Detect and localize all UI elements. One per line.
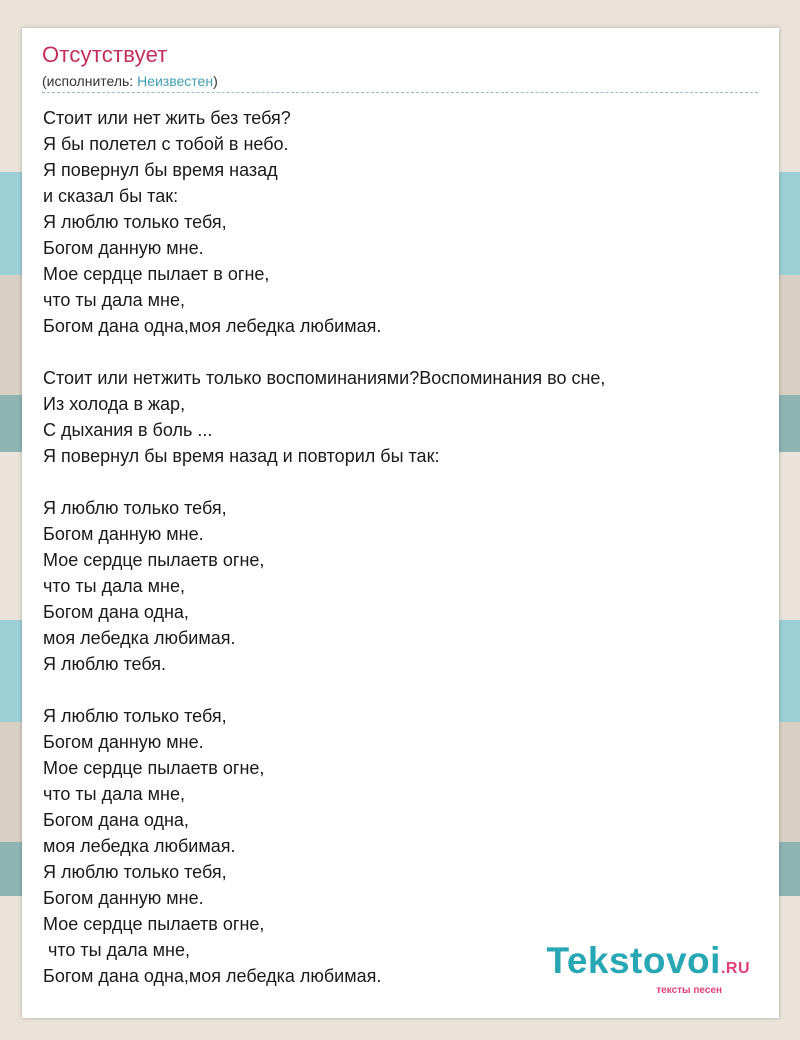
lyrics-text: Стоит или нет жить без тебя? Я бы полетел с тобой в небо. Я повернул бы время назад и сказал бы так: Я люблю только тебя, Богом данную мне. Мое сердце пылает в огне, что ты дала мне, Богом дана одна,моя лебедка любимая. Стоит или нетжить только воспоминаниями?Воспоминания во сне, Из холода в жар, С дыхания в боль ... Я повернул бы время назад и повторил бы так: Я люблю только тебя, Богом данную мне. Мое сердце пылаетв огне, что ты дала мне, Богом дана одна, моя лебедка любимая. Я люблю тебя. Я люблю только тебя, Богом данную мне. Мое сердце пылаетв огне, что ты дала мне, Богом дана одна, моя лебедка любимая. Я люблю только тебя, Богом данную мне. Мое сердце пылаетв огне, что ты дала мне, Богом дана одна,моя лебедка любимая.	[43, 108, 606, 986]
lyrics-card	[22, 28, 779, 1018]
title-divider	[42, 92, 758, 93]
logo-brand: Tekstovoi	[546, 940, 721, 981]
artist-prefix: (исполнитель:	[42, 73, 138, 89]
logo-tld: .RU	[720, 960, 750, 977]
song-title: Отсутствует	[42, 42, 168, 67]
artist-line	[42, 73, 218, 89]
artist-suffix: )	[213, 73, 218, 89]
site-logo[interactable]	[546, 940, 750, 996]
logo-tagline: тексты песен	[656, 985, 722, 996]
artist-link[interactable]: Неизвестен	[137, 73, 214, 89]
